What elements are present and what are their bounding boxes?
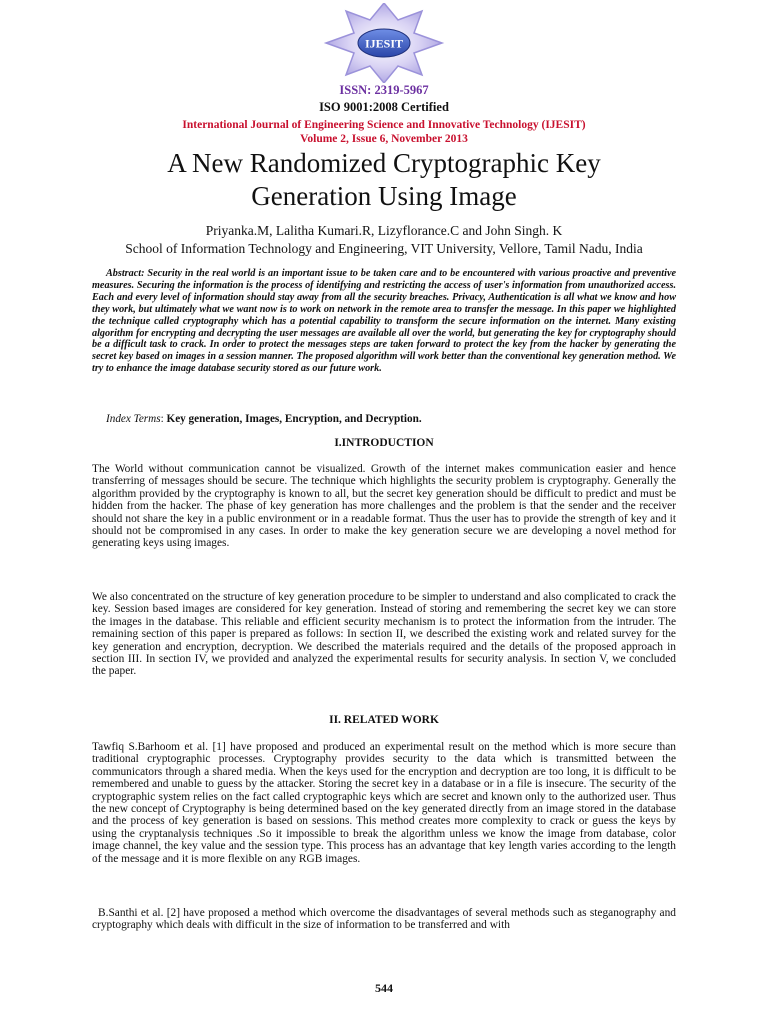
section-heading-introduction: I.INTRODUCTION — [334, 437, 434, 449]
logo-text: IJESIT — [364, 36, 404, 51]
index-terms-label: Index Terms — [106, 413, 161, 425]
related-paragraph-1: Tawfiq S.Barhoom et al. [1] have proposed and produced an experimental result on the method which is more secure than traditional cryptographic processes. Cryptography provides security to the data which is transmitted between the communicators through a shared media. When the keys used for the encryption and decryption are too long, it is difficult to be remembered and unable to guess by the attacker. Storing the secret key in a database or in a file is insecure. The security of the cryptographic system relies on the fact called cryptographic keys which are secret and known only to the authorized user. Thus the new concept of Cryptography is being determined based on the key generated directly from an image stored in the database and the process of key generation is based on sessions. This method creates more complexity to crack or guess the keys by using the cryptanalysis techniques .So it impossible to break the algorithm unless we know the image from database, color image channel, the key value and the session type. This process has an advantage that key length varies according to the length of the message and it is more flexible on any RGB images. — [92, 741, 676, 865]
related-paragraph-2: B.Santhi et al. [2] have proposed a method which overcome the disadvantages of several methods such as steganography and cryptography which deals with difficult in the size of information to be transferred and with — [92, 907, 676, 932]
paper-authors: Priyanka.M, Lalitha Kumari.R, Lizyflorance.C and John Singh. K — [205, 223, 563, 238]
ijesit-logo — [306, 3, 462, 83]
issn-line: ISSN: 2319-5967 — [339, 83, 429, 97]
index-terms-separator: : — [160, 413, 167, 425]
section-heading-related-work: II. RELATED WORK — [329, 714, 439, 726]
paper-title — [0, 147, 768, 213]
page-number: 544 — [375, 981, 393, 995]
abstract — [92, 268, 676, 375]
index-terms-list: Key generation, Images, Encryption, and Decryption. — [166, 413, 422, 425]
paper-title-line-2: Generation Using Image — [251, 181, 517, 211]
journal-volume: Volume 2, Issue 6, November 2013 — [300, 133, 468, 145]
journal-name: International Journal of Engineering Science and Innovative Technology (IJESIT) — [182, 119, 586, 131]
paper-title-line-1: A New Randomized Cryptographic Key — [167, 148, 601, 178]
intro-paragraph-2: We also concentrated on the structure of key generation procedure to be simpler to understand and also complicated to crack the key. Session based images are considered for key generation. Instead of storing and remembering the secret key we can store the images in the database. This reliable and efficient security mechanism is to protect the information from the intruder. The remaining section of this paper is prepared as follows: In section II, we described the existing work and related survey for the key generation and encryption, decryption. We described the materials required and the details of the proposed approach in section III. In section IV, we provided and analyzed the experimental results for security analysis. In section V, we concluded the paper. — [92, 591, 676, 678]
abstract-text: Abstract: Security in the real world is an important issue to be taken care and to be encountered with various proactive and preventive measures. Securing the information is the process of identifying and restricting the access of user's information from unauthorized access. Each and every level of information should stay away from all the security breaches. Privacy, Authentication is all what we know and how they work, but ultimately what we want now is to work on network in the remote area to transfer the message. In this paper we highlighted the technique called cryptography which has a potential capability to transform the secure information on the internet. Many existing algorithm for encrypting and decrypting the user messages are available all over the world, but generating the key for cryptography should be a difficult task to crack. In order to protect the messages steps are taken forward to protect the key from the hacker by generating the secret key based on images in a session manner. The proposed algorithm will work better than the conventional key generation method. We try to enhance the image database security stored as our future work. — [92, 268, 676, 375]
index-terms — [92, 413, 676, 425]
paper-affiliation: School of Information Technology and Engineering, VIT University, Vellore, Tamil Nadu, India — [125, 241, 643, 256]
iso-certification: ISO 9001:2008 Certified — [319, 100, 449, 114]
intro-paragraph-1: The World without communication cannot be visualized. Growth of the internet makes communication easier and hence transferring of messages should be secure. The technique which highlights the security problem is cryptography. Generally the algorithm provided by the cryptography is known to all, but the secret key generation should be difficult to predict and must be hidden from the hacker. The phase of key generation has more challenges and the problem is that the sender and the receiver should not share the key in a public environment or in a readable format. Thus the user has to provide the strength of key and it should not be compromised in any cases. In order to make the key generation secure we are developing a novel method for generating keys using images. — [92, 463, 676, 550]
